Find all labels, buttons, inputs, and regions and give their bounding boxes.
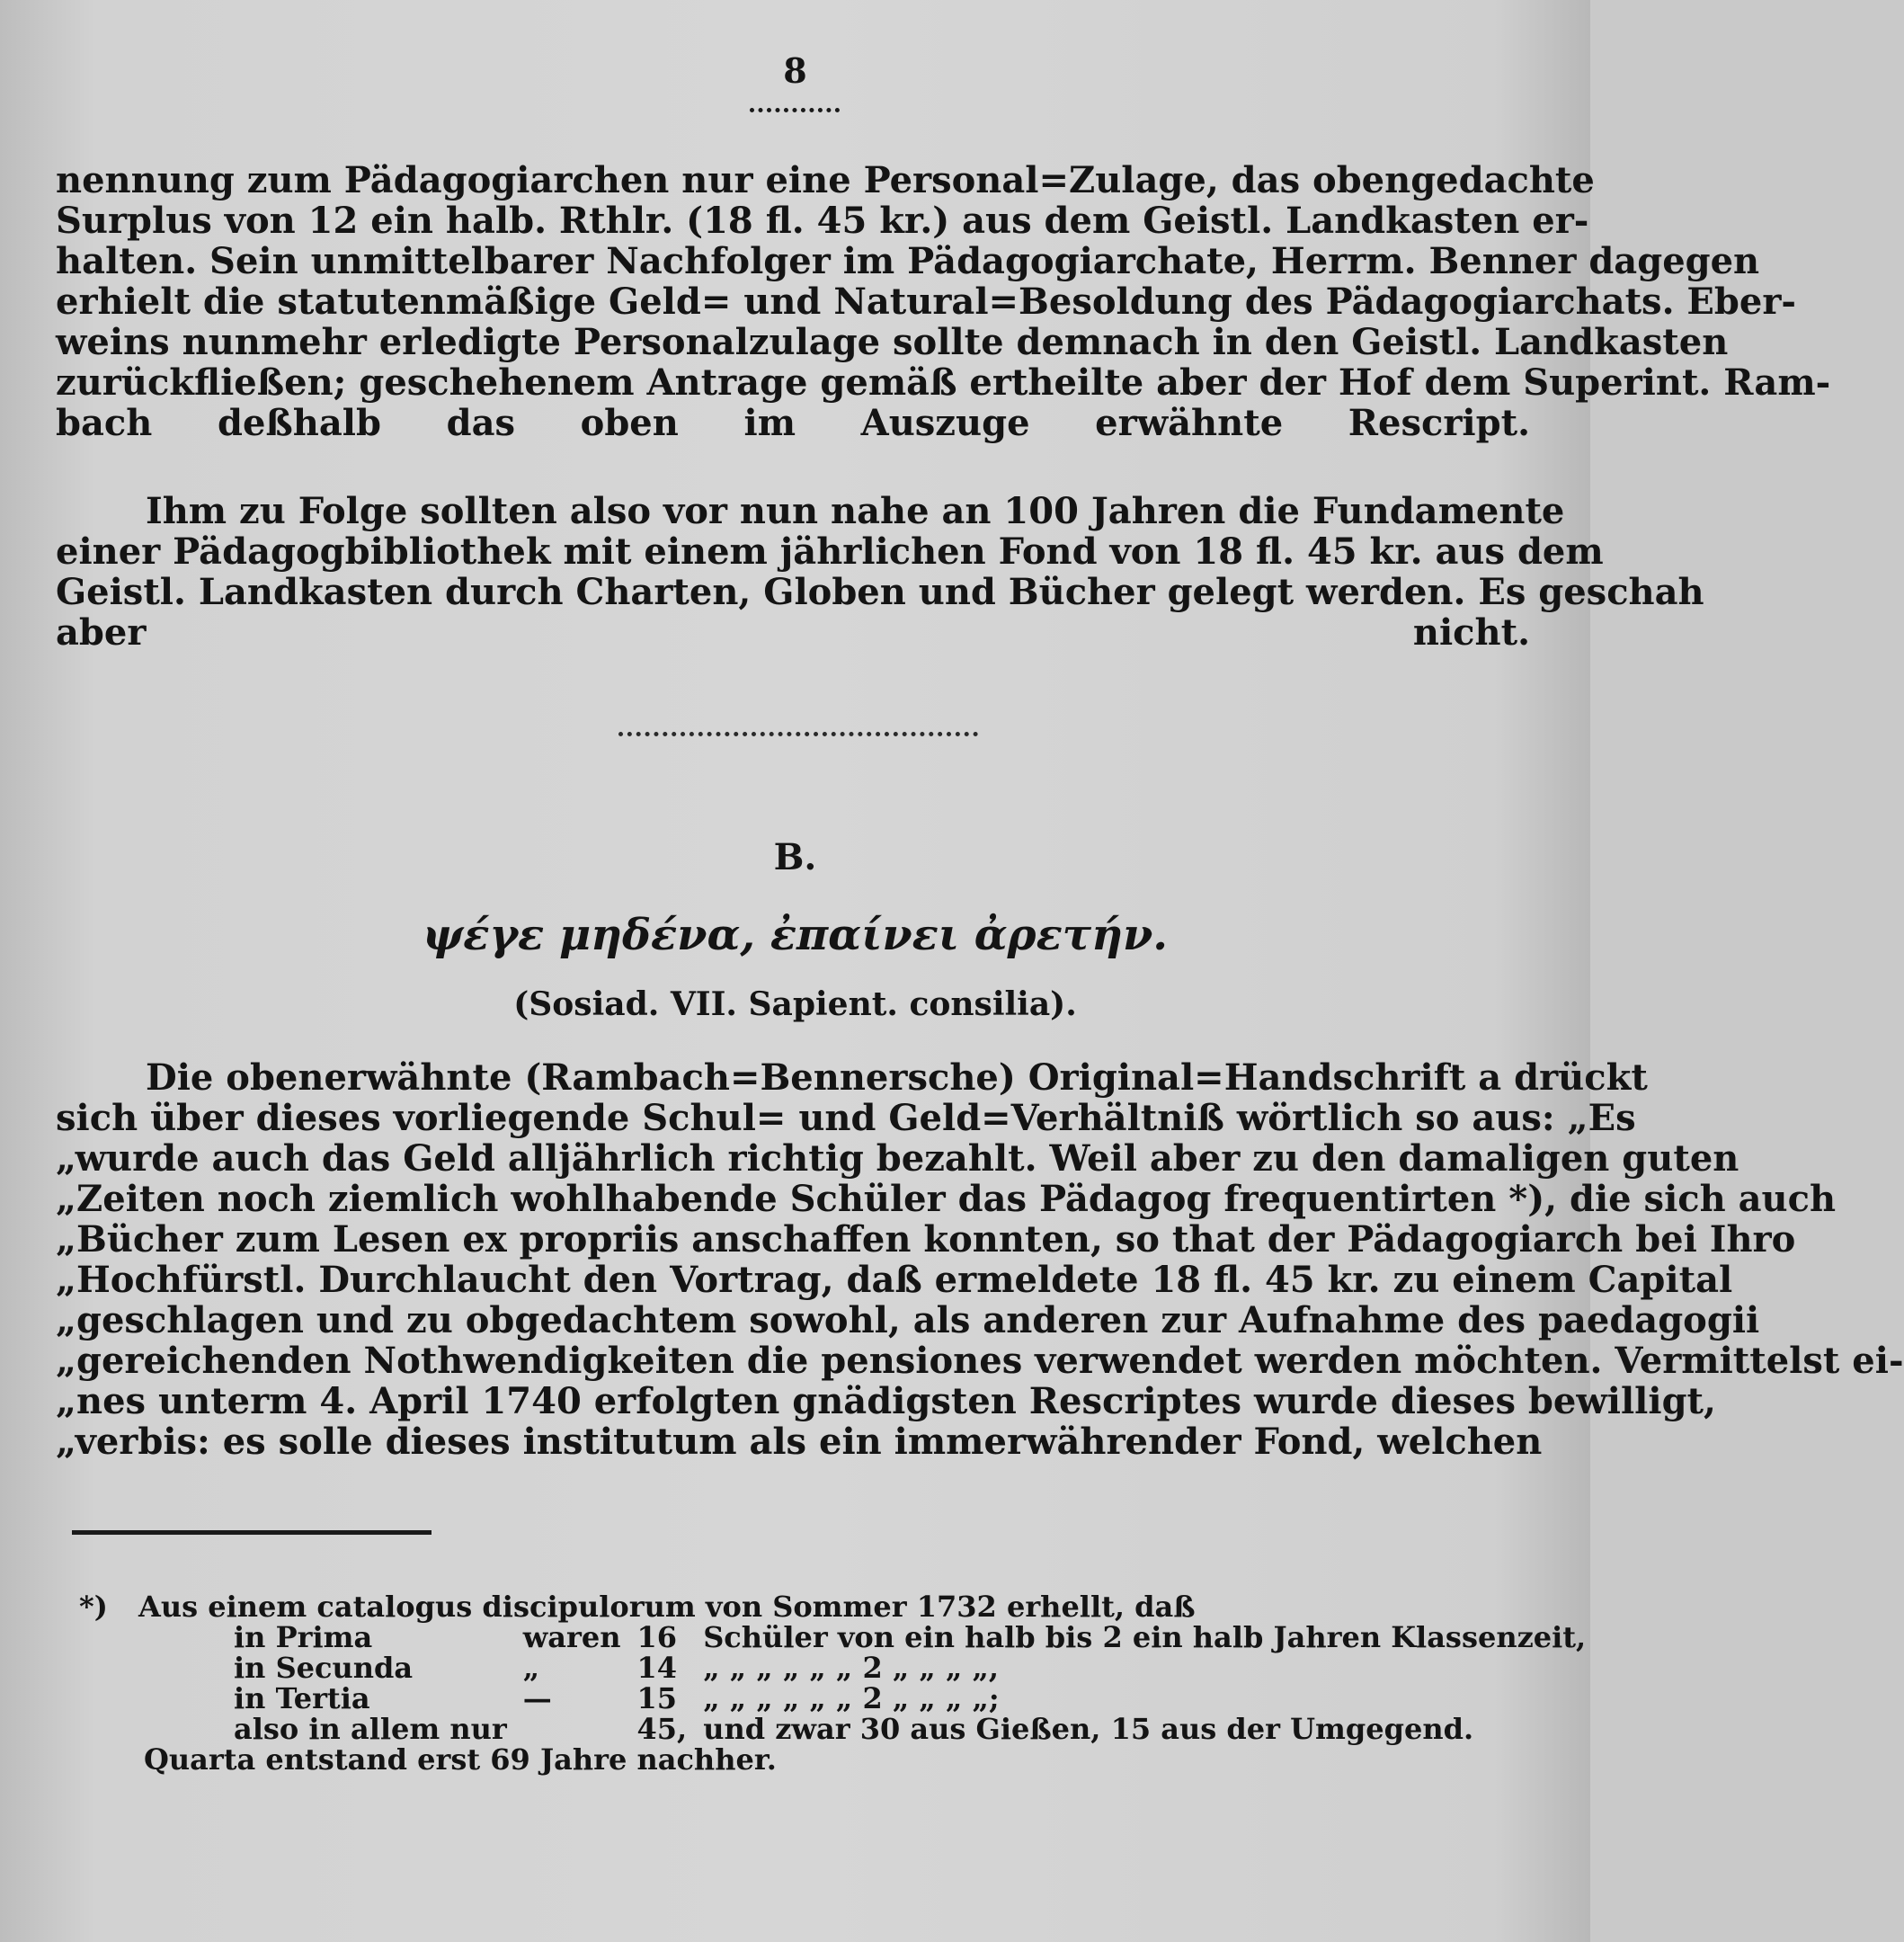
footnote (79, 1590, 1587, 1777)
mark-cell: „ (522, 1651, 540, 1685)
text-line: bach deßhalb das oben im Auszuge erwähnte Rescript. (56, 402, 1530, 444)
text-cell: und zwar 30 aus Gießen, 15 aus der Umgegend. (703, 1712, 1474, 1746)
text-line: „nes unterm 4. April 1740 erfolgten gnädigsten Rescriptes wurde dieses bewilligt, (56, 1380, 1716, 1422)
text-line: Die obenerwähnte (Rambach=Bennersche) Original=Handschrift a drückt (146, 1056, 1648, 1099)
section-separator (618, 725, 978, 736)
text-line: zurückfließen; geschehenem Antrage gemäß ertheilte aber der Hof dem Superint. Ram- (56, 361, 1831, 404)
paragraph-2 (56, 490, 1704, 654)
paragraph-3 (56, 1056, 1904, 1463)
text-line: „geschlagen und zu obgedachtem sowohl, als anderen zur Aufnahme des paedagogii (56, 1299, 1760, 1341)
footnote-marker: *) (79, 1590, 108, 1624)
footnote-lead-row (79, 1591, 1365, 1622)
text-cell: „ „ „ „ „ „ 2 „ „ „ „, (703, 1651, 1000, 1685)
class-cell: in Tertia (234, 1681, 370, 1715)
text-line: halten. Sein unmittelbarer Nachfolger im Pädagogiarchate, Herrm. Benner dagegen (56, 240, 1760, 282)
greek-motto: ψέγε μηδένα, ἐπαίνει ἀρετήν. (423, 910, 1168, 960)
class-cell: in Prima (234, 1620, 373, 1654)
text-line: einer Pädagogbibliothek mit einem jährlichen Fond von 18 fl. 45 kr. aus dem (56, 530, 1604, 573)
text-cell: Schüler von ein halb bis 2 ein halb Jahren Klassenzeit, (703, 1620, 1587, 1654)
section-heading: B. (773, 836, 817, 878)
table-row (234, 1652, 1602, 1683)
text-line: aber nicht. (56, 611, 1530, 654)
mark-cell: — (522, 1681, 552, 1715)
text-line: „Hochfürstl. Durchlaucht den Vortrag, daß ermeldete 18 fl. 45 kr. zu einem Capital (56, 1259, 1733, 1301)
mark-cell: waren (522, 1620, 621, 1654)
text-line: „verbis: es solle dieses institutum als ein immerwährender Fond, welchen (56, 1421, 1543, 1463)
footnote-rule (72, 1530, 432, 1535)
text-line: „Bücher zum Lesen ex propriis anschaffen konnten, so that der Pädagogiarch bei Ihro (56, 1218, 1796, 1261)
mark-cell (523, 1714, 637, 1744)
class-cell: also in allem nur (234, 1712, 507, 1746)
text-line: sich über dieses vorliegende Schul= und Geld=Verhältniß wörtlich so aus: „Es (56, 1097, 1636, 1139)
text-line: Ihm zu Folge sollten also vor nun nahe an 100 Jahren die Fundamente (146, 490, 1565, 532)
header-ornament (750, 95, 840, 112)
count-cell: 15 (636, 1681, 678, 1715)
text-line: „Zeiten noch ziemlich wohlhabende Schüler das Pädagog frequentirten *), die sich auch (56, 1178, 1837, 1220)
text-line: nennung zum Pädagogiarchen nur eine Personal=Zulage, das obengedachte (56, 159, 1595, 201)
text-line: „wurde auch das Geld alljährlich richtig bezahlt. Weil aber zu den damaligen guten (56, 1137, 1739, 1180)
text-line: erhielt die statutenmäßige Geld= und Natural=Besoldung des Pädagogiarchats. Eber- (56, 281, 1796, 323)
paragraph-1 (56, 159, 1831, 444)
text-line: Surplus von 12 ein halb. Rthlr. (18 fl. 45 kr.) aus dem Geistl. Landkasten er- (56, 200, 1589, 242)
count-cell: 16 (636, 1620, 678, 1654)
footnote-table (234, 1622, 1602, 1744)
table-row (234, 1714, 1602, 1744)
count-cell: 14 (636, 1651, 678, 1685)
table-row (234, 1622, 1602, 1652)
table-row (234, 1683, 1602, 1714)
text-line: „gereichenden Nothwendigkeiten die pensiones verwendet werden möchten. Vermittelst ei- (56, 1340, 1904, 1382)
text-line: weins nunmehr erledigte Personalzulage sollte demnach in den Geistl. Landkasten (56, 321, 1729, 363)
text-line: Geistl. Landkasten durch Charten, Globen und Bücher gelegt werden. Es geschah (56, 571, 1704, 613)
footnote-last-line: Quarta entstand erst 69 Jahre nachher. (144, 1742, 777, 1777)
count-cell: 45, (636, 1712, 688, 1746)
text-cell: „ „ „ „ „ „ 2 „ „ „ „; (703, 1681, 1000, 1715)
page-number: 8 (783, 50, 807, 91)
footnote-lead: Aus einem catalogus discipulorum von Sommer 1732 erhellt, daß (138, 1590, 1196, 1624)
motto-source: (Sosiad. VII. Sapient. consilia). (513, 985, 1077, 1023)
class-cell: in Secunda (234, 1651, 414, 1685)
